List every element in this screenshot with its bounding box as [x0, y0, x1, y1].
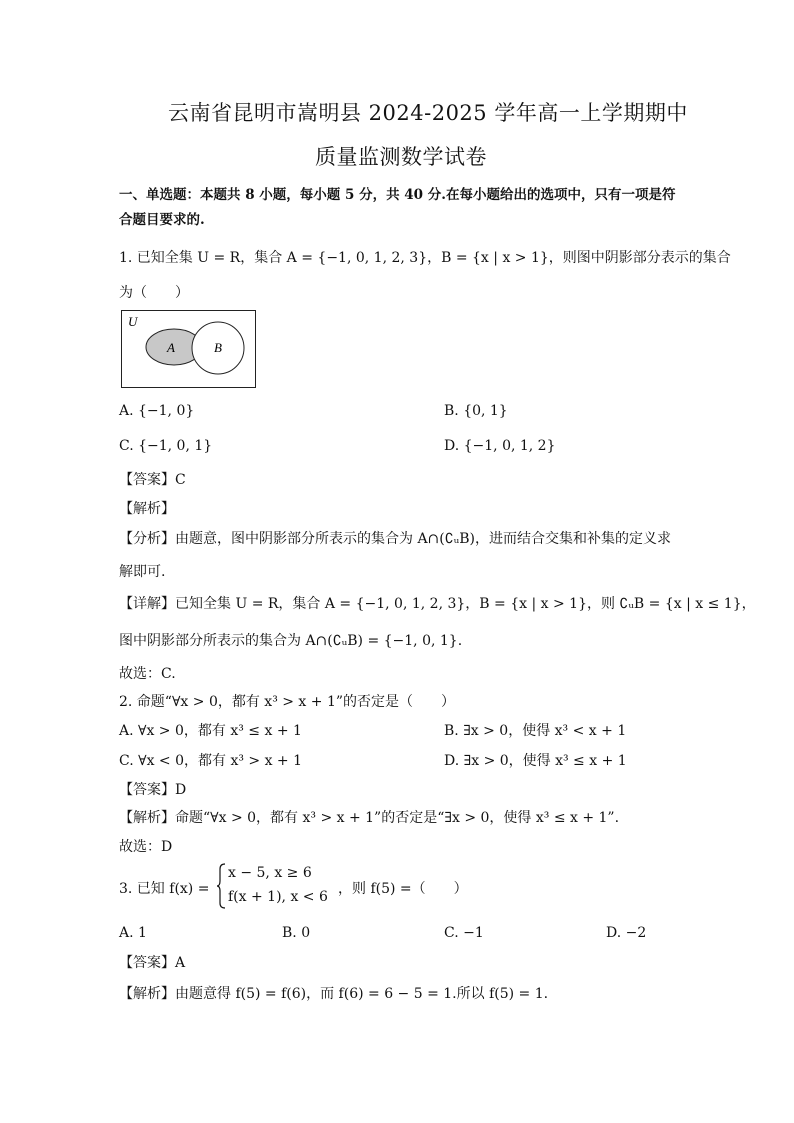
q1-stem-line-2: 为（ ） — [119, 285, 189, 301]
q3-stem-suffix: ，则 f(5) =（ ） — [338, 881, 468, 897]
q1-option-a: A. {−1, 0} — [119, 403, 195, 419]
title-line-1: 云南省昆明市嵩明县 2024-2025 学年高一上学期期中 — [168, 101, 688, 125]
q1-analysis-line-2: 解即可. — [119, 564, 166, 580]
venn-label-b: B — [214, 340, 222, 355]
q1-analysis-heading: 【解析】 — [119, 501, 175, 517]
q1-answer: 【答案】C — [119, 472, 186, 488]
q1-analysis-line-1: 【分析】由题意，图中阴影部分所表示的集合为 A∩(∁ᵤB)，进而结合交集和补集的定义求 — [119, 531, 671, 547]
title-line-2: 质量监测数学试卷 — [315, 145, 487, 169]
q3-stem-prefix: 3. 已知 f(x) = — [119, 881, 210, 897]
q1-option-c: C. {−1, 0, 1} — [119, 438, 213, 454]
q1-detail-line-1: 【详解】已知全集 U = R，集合 A = {−1, 0, 1, 2, 3}，B = {x | x > 1}，则 ∁ᵤB = {x | x ≤ 1}， — [119, 596, 756, 612]
q3-answer: 【答案】A — [119, 955, 186, 971]
q2-answer: 【答案】D — [119, 782, 187, 798]
venn-label-a: A — [167, 340, 175, 355]
q3-piecewise-brace — [216, 863, 226, 909]
venn-diagram — [121, 310, 256, 388]
q1-option-d: D. {−1, 0, 1, 2} — [444, 438, 556, 454]
q3-option-a: A. 1 — [119, 925, 147, 941]
q1-option-b: B. {0, 1} — [444, 403, 508, 419]
venn-label-u: U — [128, 314, 138, 329]
q3-analysis: 【解析】由题意得 f(5) = f(6)，而 f(6) = 6 − 5 = 1.所以 f(5) = 1. — [119, 986, 549, 1002]
q2-analysis: 【解析】命题“∀x > 0，都有 x³ > x + 1”的否定是“∃x > 0，使得 x³ ≤ x + 1”. — [119, 810, 620, 826]
q2-option-c: C. ∀x < 0，都有 x³ > x + 1 — [119, 753, 303, 769]
q2-option-d: D. ∃x > 0，使得 x³ ≤ x + 1 — [444, 753, 627, 769]
q3-option-c: C. −1 — [444, 925, 484, 941]
section-heading-line-2: 合题目要求的. — [119, 212, 205, 228]
q3-case-2: f(x + 1), x < 6 — [228, 889, 328, 905]
section-heading-line-1: 一、单选题：本题共 8 小题，每小题 5 分，共 40 分.在每小题给出的选项中，只有一项是符 — [119, 187, 676, 203]
q3-case-1: x − 5, x ≥ 6 — [228, 865, 312, 881]
q1-stem-line-1: 1. 已知全集 U = R，集合 A = {−1, 0, 1, 2, 3}，B = {x | x > 1}，则图中阴影部分表示的集合 — [119, 250, 731, 266]
q1-choice: 故选：C. — [119, 666, 176, 682]
q1-detail-line-2: 图中阴影部分所表示的集合为 A∩(∁ᵤB) = {−1, 0, 1}. — [119, 633, 463, 649]
q2-option-b: B. ∃x > 0，使得 x³ < x + 1 — [444, 723, 627, 739]
q2-stem: 2. 命题“∀x > 0，都有 x³ > x + 1”的否定是（ ） — [119, 694, 456, 710]
q3-option-d: D. −2 — [606, 925, 647, 941]
q2-option-a: A. ∀x > 0，都有 x³ ≤ x + 1 — [119, 723, 302, 739]
q2-choice: 故选：D — [119, 839, 173, 855]
q3-option-b: B. 0 — [282, 925, 311, 941]
